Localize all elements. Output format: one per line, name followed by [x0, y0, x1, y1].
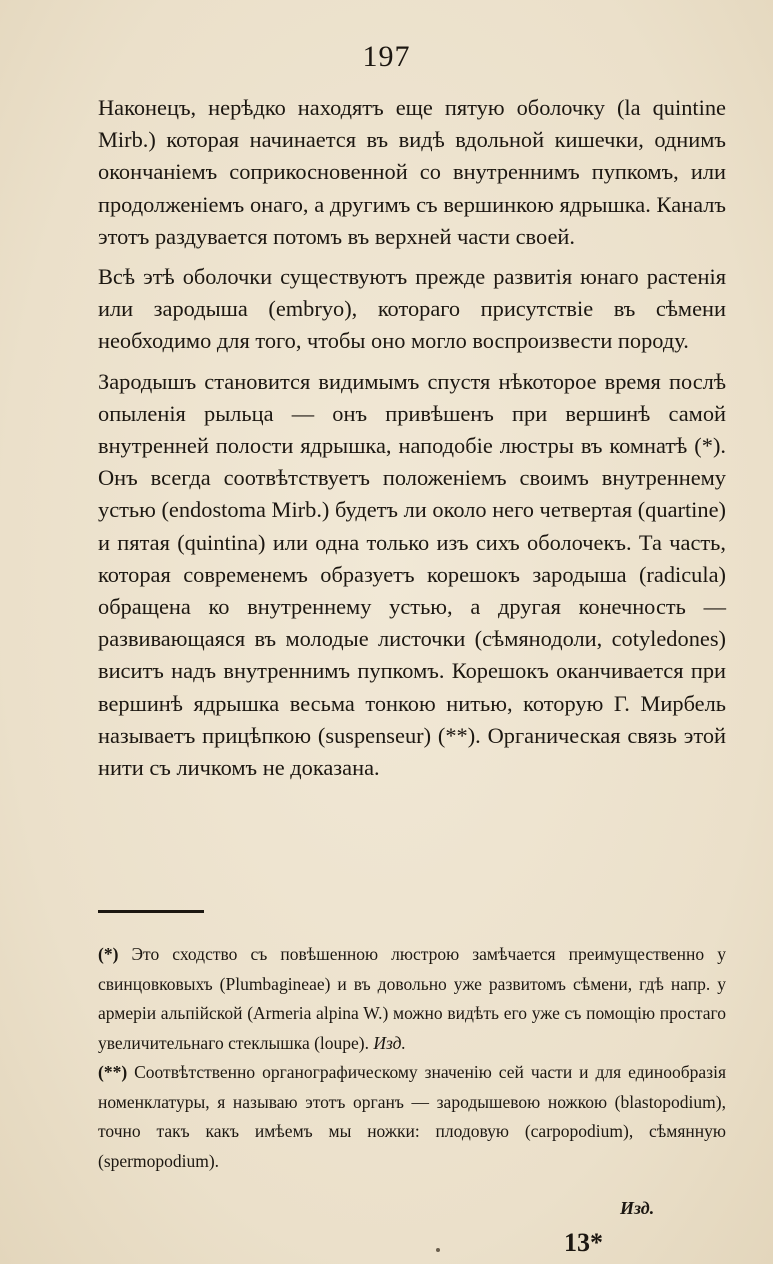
signature-mark: 13* [564, 1228, 603, 1257]
footnote-2 [98, 1058, 726, 1176]
footnotes [98, 940, 726, 1176]
footnote-divider [98, 910, 204, 913]
footnote-1 [98, 940, 726, 1058]
paragraph: Зародышъ становится видимымъ спустя нѣкоторое время послѣ опыленія рыльца — онъ привѣшенъ при вершинѣ самой внутренней полости ядрышка, наподобіе люстры въ комнатѣ (*). Онъ всегда соотвѣтствуетъ положеніемъ своимъ внутреннему устью (endostoma Mirb.) будетъ ли около него четвертая (quartine) и пятая (quintina) или одна только изъ сихъ оболочекъ. Та часть, которая современемъ образуетъ корешокъ зародыша (radicula) обращена ко внутреннему устью, а другая конечность — развивающаяся въ молодые листочки (сѣмянодоли, cotyledones) виситъ надъ внутреннимъ пупкомъ. Корешокъ оканчивается при вершинѣ ядрышка весьма тонкою нитью, которую Г. Мирбель называетъ прицѣпкою (suspenseur) (**). Органическая связь этой нити съ личкомъ не доказана. [98, 368, 726, 781]
footnote-text: Соотвѣтственно органографическому значенію сей части и для единообразія номенклатуры, я называю этотъ органъ — зародышевою ножкою (blastopodium), точно такъ какъ имѣемъ мы ножки: плодовую (carpopodium), сѣмянную (spermopodium). [98, 1062, 726, 1171]
footnote-marker: (**) [98, 1062, 128, 1082]
footnote-text: Это сходство съ повѣшенною люстрою замѣчается преимущественно у свинцовковыхъ (Plumbagineae) и въ довольно уже развитомъ сѣмени, гдѣ напр. у армеріи альпійской (Armeria alpina W.) можно видѣть его уже съ помощію простаго увеличительнаго стеклышка (loupe). [98, 944, 726, 1053]
footnote-signature: Изд. [373, 1032, 406, 1053]
main-text [98, 92, 726, 792]
footnote-marker: (*) [98, 944, 119, 964]
paragraph: Всѣ этѣ оболочки существуютъ прежде развитія юнаго растенія или зародыша (embryo), котораго присутствіе въ сѣмени необходимо для того, чтобы оно могло воспроизвести породу. [98, 264, 726, 354]
footnote-signature: Изд. [620, 1198, 655, 1218]
ink-speck [436, 1248, 440, 1252]
page-number: 197 [362, 40, 411, 73]
paragraph: Наконецъ, нерѣдко находятъ еще пятую оболочку (la quintine Mirb.) которая начинается въ видѣ вдольной кишечки, однимъ окончаніемъ соприкосновенной со внутреннимъ пупкомъ, или продолженіемъ онаго, а другимъ съ вершинкою ядрышка. Каналъ этотъ раздувается потомъ въ верхней части своей. [98, 95, 726, 249]
